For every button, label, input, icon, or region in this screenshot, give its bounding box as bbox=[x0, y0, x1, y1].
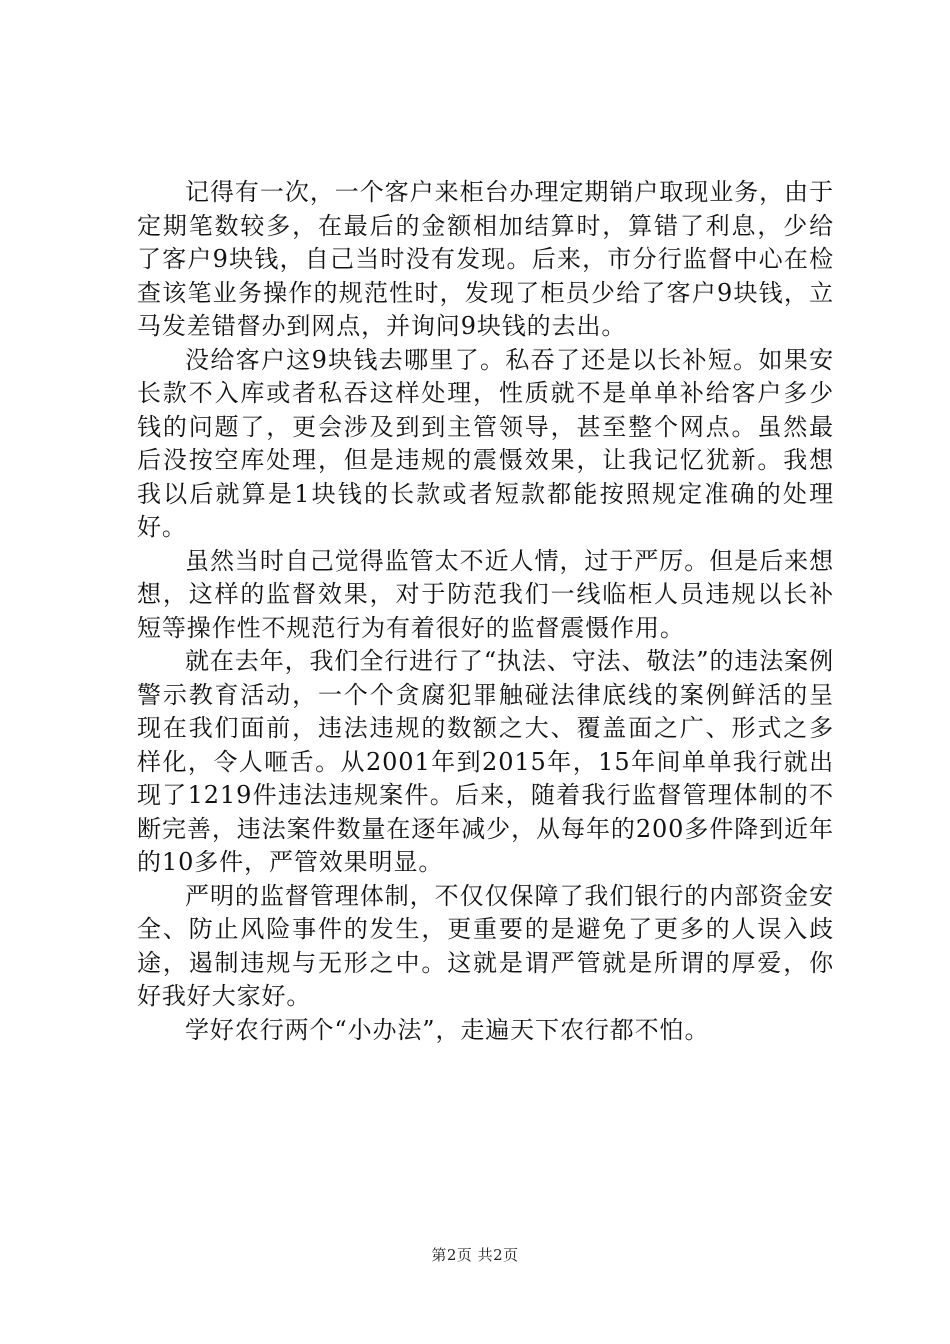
paragraph-3: 虽然当时自己觉得监管太不近人情，过于严厉。但是后来想想，这样的监督效果，对于防范我们一线临柜人员违规以长补短等操作性不规范行为有着很好的监督震慑作用。 bbox=[137, 546, 834, 642]
document-body bbox=[137, 176, 834, 1047]
paragraph-5: 严明的监督管理体制，不仅仅保障了我们银行的内部资金安全、防止风险事件的发生，更重要的是避免了更多的人误入歧途，遏制违规与无形之中。这就是谓严管就是所谓的厚爱，你好我好大家好。 bbox=[137, 881, 834, 1010]
paragraph-1: 记得有一次，一个客户来柜台办理定期销户取现业务，由于定期笔数较多，在最后的金额相加结算时，算错了利息，少给了客户9块钱，自己当时没有发现。后来，市分行监督中心在检查该笔业务操作的规范性时，发现了柜员少给了客户9块钱，立马发差错督办到网点，并询问9块钱的去出。 bbox=[137, 178, 834, 340]
paragraph-6: 学好农行两个“小办法”，走遍天下农行都不怕。 bbox=[185, 1015, 710, 1044]
paragraph-2: 没给客户这9块钱去哪里了。私吞了还是以长补短。如果安长款不入库或者私吞这样处理，性质就不是单单补给客户多少钱的问题了，更会涉及到到主管领导，甚至整个网点。虽然最后没按空库处理，但是违规的震慑效果，让我记忆犹新。我想我以后就算是1块钱的长款或者短款都能按照规定准确的处理好。 bbox=[137, 345, 834, 541]
page-number-label: 第2页 共2页 bbox=[431, 1246, 519, 1264]
paragraph-4: 就在去年，我们全行进行了“执法、守法、敬法”的违法案例警示教育活动，一个个贪腐犯罪触碰法律底线的案例鲜活的呈现在我们面前，违法违规的数额之大、覆盖面之广、形式之多样化，令人咂舌。从2001年到2015年，15年间单单我行就出现了1219件违法违规案件。后来，随着我行监督管理体制的不断完善，违法案件数量在逐年减少，从每年的200多件降到近年的10多件，严管效果明显。 bbox=[137, 647, 834, 876]
page-footer bbox=[0, 1244, 950, 1265]
